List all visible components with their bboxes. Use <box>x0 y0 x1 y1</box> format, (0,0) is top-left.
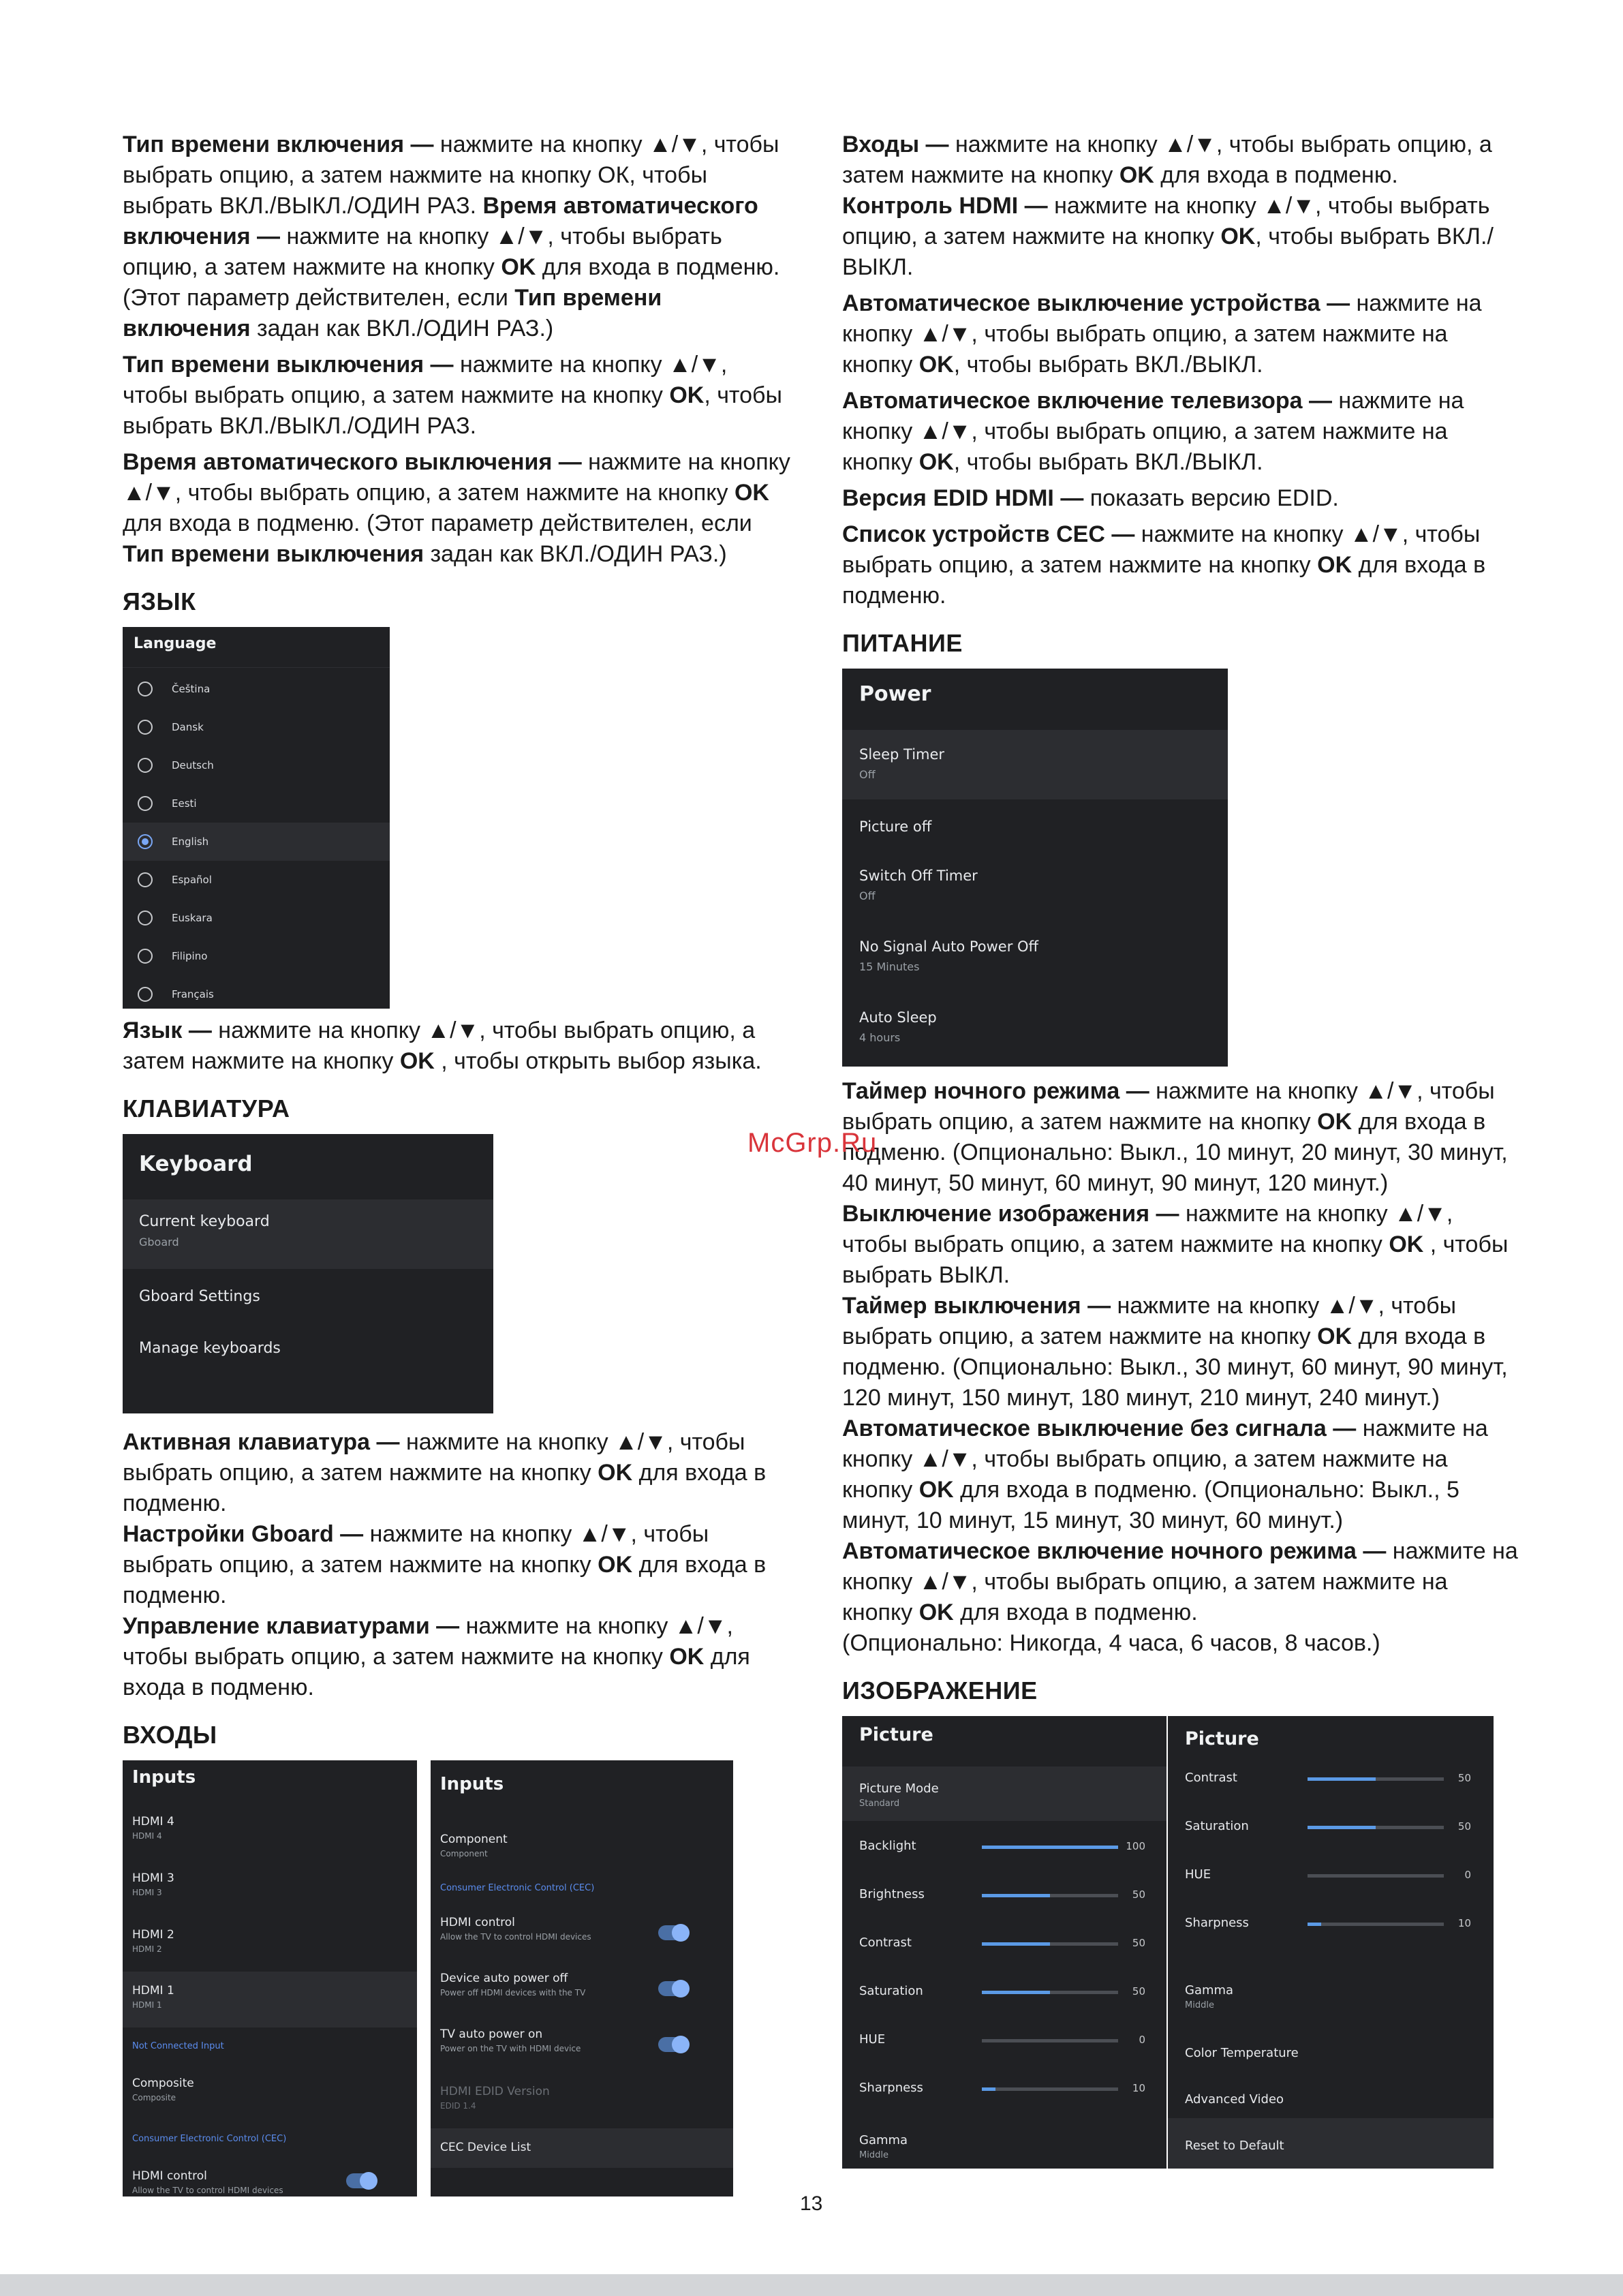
device-auto-power-off-toggle[interactable] <box>658 1981 688 1996</box>
inputs-panel-title: Inputs <box>132 1767 196 1788</box>
radio-icon <box>138 796 153 811</box>
gboard-settings-item[interactable]: Gboard Settings <box>139 1288 260 1305</box>
radio-icon <box>138 720 153 735</box>
slider-fill <box>982 1942 1050 1946</box>
power-panel <box>842 669 1228 1067</box>
tv-auto-power-on-item[interactable]: TV auto power on Power on the TV with HDMI device <box>440 2027 581 2053</box>
paragraph-edid: Версия EDID HDMI — показать версию EDID. <box>842 485 1339 511</box>
input-composite[interactable]: Composite Composite <box>132 2077 194 2102</box>
slider-value: 10 <box>1132 2082 1145 2094</box>
language-item-selected[interactable]: English <box>123 823 390 861</box>
paragraph-manage-keyboards: Управление клавиатурами — нажмите на кнопку ▲/▼, чтобы выбрать опцию, а затем нажмите на кнопку OK для входа в подменю. <box>123 1613 750 1700</box>
radio-checked-icon <box>138 834 153 849</box>
slider-value: 50 <box>1457 1772 1471 1784</box>
hdmi-control-item[interactable]: HDMI control Allow the TV to control HDMI devices <box>440 1916 591 1942</box>
slider-track[interactable] <box>982 2082 1145 2094</box>
paragraph-current-keyboard: Активная клавиатура — нажмите на кнопку ▲/▼, чтобы выбрать опцию, а затем нажмите на кнопку OK для входа в подменю. <box>123 1429 767 1516</box>
sleep-timer-item[interactable]: Sleep Timer Off <box>842 730 1228 799</box>
hdmi-control-item[interactable]: HDMI control Allow the TV to control HDMI devices <box>132 2169 283 2195</box>
language-item[interactable]: Filipino <box>123 937 390 975</box>
heading-keyboard: КЛАВИАТУРА <box>123 1095 290 1122</box>
slider-track[interactable] <box>1308 1772 1471 1784</box>
picture-mode-item[interactable]: Picture Mode Standard <box>842 1766 1166 1821</box>
cec-header: Consumer Electronic Control (CEC) <box>132 2134 287 2144</box>
paragraph-language: Язык — нажмите на кнопку ▲/▼, чтобы выбрать опцию, а затем нажмите на кнопку OK , чтобы открыть выбор языка. <box>123 1017 762 1074</box>
slider-label: Contrast <box>1185 1771 1237 1785</box>
advanced-video-item[interactable]: Advanced Video <box>1185 2092 1284 2107</box>
paragraph-no-signal-off: Автоматическое выключение без сигнала — нажмите на кнопку ▲/▼, чтобы выбрать опцию, а затем нажмите на кнопку OK для входа в подменю. (Опционально: Выкл., 5 минут, 10 минут, 15 минут, 30 минут, 60 минут.) <box>842 1415 1488 1533</box>
language-item[interactable]: Čeština <box>123 670 390 708</box>
slider-label: Saturation <box>1185 1819 1249 1833</box>
paragraph-power-off-type: Тип времени выключения — нажмите на кнопку ▲/▼, чтобы выбрать опцию, а затем нажмите на кнопку OK, чтобы выбрать ВКЛ./ВЫКЛ./ОДИН РАЗ. <box>123 352 782 439</box>
paragraph-device-auto-off: Автоматическое выключение устройства — нажмите на кнопку ▲/▼, чтобы выбрать опцию, а затем нажмите на кнопку OK, чтобы выбрать ВКЛ./ВЫКЛ. <box>842 290 1482 378</box>
right-column <box>842 129 1524 2173</box>
slider-value: 50 <box>1132 1985 1145 1997</box>
slider-label: HUE <box>859 2032 886 2047</box>
language-panel-title: Language <box>123 627 390 668</box>
slider-label: Saturation <box>859 1984 923 1998</box>
picture-panel-title: Picture <box>859 1724 933 1745</box>
current-keyboard-item[interactable]: Current keyboard Gboard <box>123 1199 493 1269</box>
slider-value: 0 <box>1139 2034 1145 2046</box>
language-item[interactable]: Eesti <box>123 784 390 823</box>
footer-bar <box>0 2274 1623 2296</box>
switch-off-timer-item[interactable]: Switch Off Timer Off <box>859 868 978 902</box>
slider-track[interactable] <box>982 1840 1145 1852</box>
paragraph-sleep-timer: Таймер ночного режима — нажмите на кнопку ▲/▼, чтобы выбрать опцию, а затем нажмите на кнопку OK для входа в подменю. (Опционально: Выкл., 10 минут, 20 минут, 30 минут, 40 минут, 50 минут, 60 минут, 90 минут, 120 минут.) <box>842 1078 1508 1196</box>
picture-off-item[interactable]: Picture off <box>859 818 932 835</box>
slider-fill <box>982 1991 1050 1994</box>
slider-track[interactable] <box>1308 1869 1471 1881</box>
inputs-panel-title: Inputs <box>440 1774 504 1794</box>
slider-label: Sharpness <box>1185 1916 1249 1930</box>
paragraph-hdmi-control: Контроль HDMI — нажмите на кнопку ▲/▼, чтобы выбрать опцию, а затем нажмите на кнопку OK, чтобы выбрать ВКЛ./ВЫКЛ. <box>842 193 1494 280</box>
hdmi-control-toggle[interactable] <box>346 2173 376 2188</box>
inputs-panel-2 <box>431 1760 733 2196</box>
slider-value: 0 <box>1464 1869 1471 1881</box>
input-hdmi1[interactable]: HDMI 1 HDMI 1 <box>123 1972 417 2027</box>
language-panel <box>123 627 390 1009</box>
slider-track[interactable] <box>982 2034 1145 2046</box>
manage-keyboards-item[interactable]: Manage keyboards <box>139 1340 281 1357</box>
paragraph-auto-off-time: Время автоматического выключения — нажмите на кнопку ▲/▼, чтобы выбрать опцию, а затем нажмите на кнопку OK для входа в подменю. (Этот параметр действителен, если Тип времени выключения задан как ВКЛ./ОДИН РАЗ.) <box>123 449 790 567</box>
slider-fill <box>1308 1826 1376 1829</box>
slider-track[interactable] <box>982 1888 1145 1901</box>
language-item[interactable]: Dansk <box>123 708 390 746</box>
language-item[interactable]: Español <box>123 861 390 899</box>
slider-value: 10 <box>1457 1917 1471 1929</box>
reset-to-default-item[interactable]: Reset to Default <box>1168 2118 1494 2169</box>
slider-fill <box>982 2087 995 2091</box>
slider-value: 50 <box>1132 1937 1145 1949</box>
watermark: McGrp.Ru <box>747 1128 878 1158</box>
radio-icon <box>138 758 153 773</box>
language-item[interactable]: Deutsch <box>123 746 390 784</box>
device-auto-power-off-item[interactable]: Device auto power off Power off HDMI devices with the TV <box>440 1972 586 1997</box>
heading-power: ПИТАНИЕ <box>842 629 963 657</box>
slider-fill <box>982 1846 1118 1849</box>
slider-track[interactable] <box>982 1985 1145 1997</box>
no-signal-auto-power-off-item[interactable]: No Signal Auto Power Off 15 Minutes <box>859 938 1039 973</box>
paragraph-switch-off-timer: Таймер выключения — нажмите на кнопку ▲/▼, чтобы выбрать опцию, а затем нажмите на кнопку OK для входа в подменю. (Опционально: Выкл., 30 минут, 60 минут, 90 минут, 120 минут, 150 минут, 180 минут, 210 минут, 240 минут.) <box>842 1293 1508 1411</box>
paragraph-gboard-settings: Настройки Gboard — нажмите на кнопку ▲/▼, чтобы выбрать опцию, а затем нажмите на кнопку OK для входа в подменю. <box>123 1521 767 1608</box>
tv-auto-power-on-toggle[interactable] <box>658 2037 688 2052</box>
picture-panel-1 <box>842 1716 1166 2169</box>
gamma-item[interactable]: Gamma Middle <box>1185 1983 1234 2010</box>
radio-icon <box>138 910 153 925</box>
radio-icon <box>138 949 153 964</box>
paragraph-cec-list: Список устройств CEC — нажмите на кнопку ▲/▼, чтобы выбрать опцию, а затем нажмите на кнопку OK для входа в подменю. <box>842 521 1486 609</box>
heading-inputs: ВХОДЫ <box>123 1721 217 1749</box>
slider-track[interactable] <box>1308 1917 1471 1929</box>
paragraph-auto-sleep: Автоматическое включение ночного режима — нажмите на кнопку ▲/▼, чтобы выбрать опцию, а затем нажмите на кнопку OK для входа в подменю. (Опционально: Никогда, 4 часа, 6 часов, 8 часов.) <box>842 1538 1518 1656</box>
slider-value: 50 <box>1132 1888 1145 1901</box>
heading-picture: ИЗОБРАЖЕНИЕ <box>842 1677 1038 1704</box>
input-hdmi3[interactable]: HDMI 3 HDMI 3 <box>132 1871 174 1897</box>
slider-value: 100 <box>1126 1840 1145 1852</box>
inputs-panel-1 <box>123 1760 417 2196</box>
cec-device-list-item[interactable]: CEC Device List <box>431 2128 733 2168</box>
input-component[interactable]: Component Component <box>440 1833 508 1858</box>
inputs-screens <box>123 1760 790 2203</box>
slider-fill <box>982 1894 1050 1897</box>
page-number: 13 <box>800 2192 823 2215</box>
left-column <box>123 129 790 2203</box>
radio-icon <box>138 987 153 1002</box>
input-hdmi4[interactable]: HDMI 4 HDMI 4 <box>132 1815 174 1841</box>
paragraph-inputs: Входы — нажмите на кнопку ▲/▼, чтобы выбрать опцию, а затем нажмите на кнопку OK для входа в подменю. <box>842 132 1492 188</box>
paragraph-picture-off: Выключение изображения — нажмите на кнопку ▲/▼, чтобы выбрать опцию, а затем нажмите на кнопку OK , чтобы выбрать ВЫКЛ. <box>842 1201 1509 1288</box>
picture-panel-title: Picture <box>1185 1728 1259 1749</box>
paragraph-tv-auto-on: Автоматическое включение телевизора — нажмите на кнопку ▲/▼, чтобы выбрать опцию, а затем нажмите на кнопку OK, чтобы выбрать ВКЛ./ВЫКЛ. <box>842 388 1464 475</box>
power-panel-title: Power <box>859 682 931 706</box>
language-item[interactable]: Euskara <box>123 899 390 937</box>
hdmi-control-toggle[interactable] <box>658 1925 688 1940</box>
picture-screens <box>842 1716 1524 2173</box>
slider-track[interactable] <box>982 1937 1145 1949</box>
language-item[interactable]: Français <box>123 975 390 1009</box>
slider-label: HUE <box>1185 1867 1211 1882</box>
slider-fill <box>1308 1923 1321 1926</box>
slider-label: Backlight <box>859 1839 916 1853</box>
heading-language: ЯЗЫК <box>123 587 196 615</box>
picture-panel-2 <box>1168 1716 1494 2169</box>
not-connected-header: Not Connected Input <box>132 2041 224 2051</box>
slider-label: Contrast <box>859 1935 912 1950</box>
gamma-item[interactable]: Gamma Middle <box>859 2133 908 2160</box>
paragraph-power-on-type: Тип времени включения — нажмите на кнопку ▲/▼, чтобы выбрать опцию, а затем нажмите на кнопку ОК, чтобы выбрать ВКЛ./ВЫКЛ./ОДИН РАЗ. Время автоматического включения — нажмите на кнопку ▲/▼, чтобы выбрать опцию, а затем нажмите на кнопку OK для входа в подменю. (Этот параметр действителен, если Тип времени включения задан как ВКЛ./ОДИН РАЗ.) <box>123 132 780 341</box>
slider-value: 50 <box>1457 1820 1471 1833</box>
cec-header: Consumer Electronic Control (CEC) <box>440 1883 595 1893</box>
color-temperature-item[interactable]: Color Temperature <box>1185 2046 1299 2060</box>
slider-label: Brightness <box>859 1887 925 1901</box>
edid-version-item: HDMI EDID Version EDID 1.4 <box>440 2085 550 2111</box>
slider-label: Sharpness <box>859 2081 923 2095</box>
keyboard-panel <box>123 1134 493 1413</box>
slider-track[interactable] <box>1308 1820 1471 1833</box>
keyboard-panel-title: Keyboard <box>139 1152 253 1176</box>
auto-sleep-item[interactable]: Auto Sleep 4 hours <box>859 1009 937 1044</box>
radio-icon <box>138 682 153 697</box>
radio-icon <box>138 872 153 887</box>
slider-fill <box>1308 1777 1376 1781</box>
input-hdmi2[interactable]: HDMI 2 HDMI 2 <box>132 1928 174 1954</box>
